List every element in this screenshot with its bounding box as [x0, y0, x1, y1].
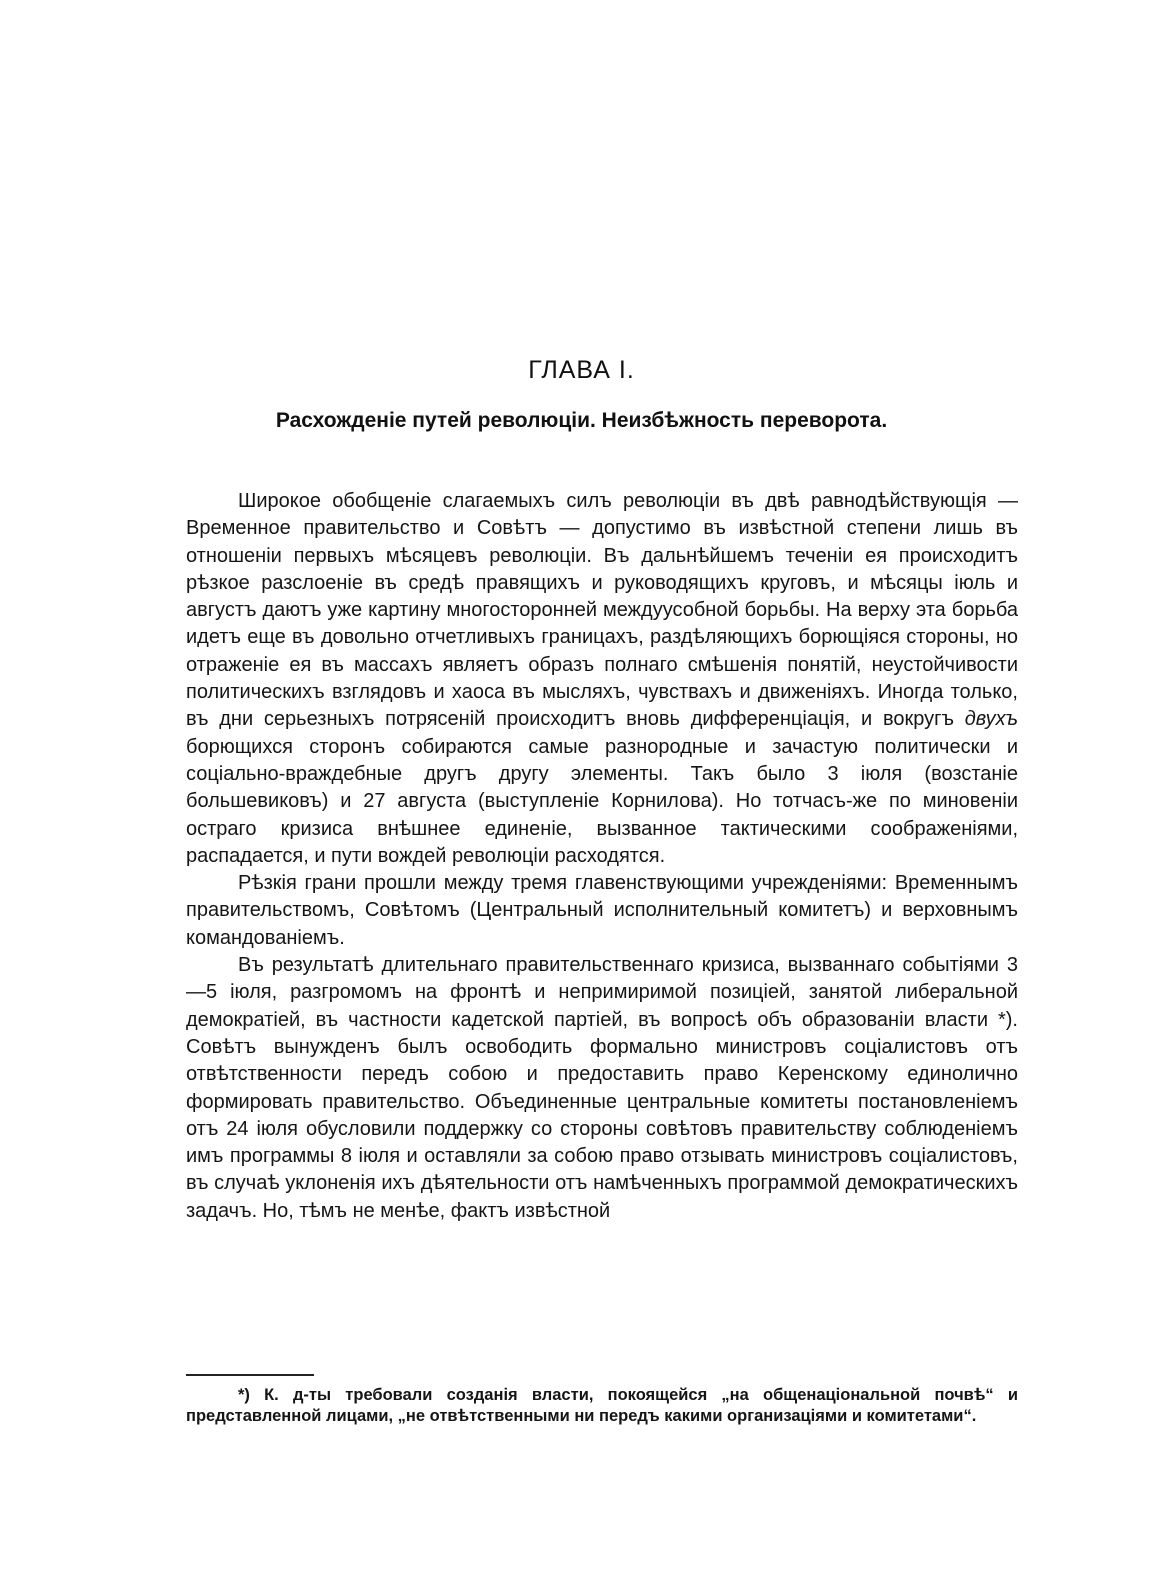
paragraph-1 — [186, 488, 1018, 870]
chapter-heading: ГЛАВА I. — [528, 356, 635, 384]
paragraph-3: Въ результатѣ длительнаго правительственнаго кризиса, вызваннаго событіями 3—5 іюля, разгромомъ на фронтѣ и непримиримой позиціей, занятой либеральной демократіей, въ частности кадетской партіей, въ вопросѣ объ образованіи власти *). Совѣтъ вынужденъ былъ освободить формально министровъ соціалистовъ отъ отвѣтственности передъ собою и предоставить право Керенскому единолично формировать правительство. Объединенные центральные комитеты постановленіемъ отъ 24 іюля обусловили поддержку со стороны совѣтовъ правительству соблюденіемъ имъ программы 8 іюля и оставляли за собою право отзывать министровъ соціалистовъ, въ случаѣ уклоненія ихъ дѣятельности отъ намѣченныхъ программой демократическихъ задачъ. Но, тѣмъ не менѣе, фактъ извѣстной — [186, 954, 1018, 1222]
paragraph-1-start: Широкое обобщеніе слагаемыхъ силъ революціи въ двѣ равнодѣйствующія — Временное правительство и Совѣтъ — допустимо въ извѣстной степени лишь въ отношеніи первыхъ мѣсяцевъ революціи. Въ дальнѣйшемъ теченіи ея происходитъ рѣзкое разслоеніе въ средѣ правящихъ и руководящихъ круговъ, и мѣсяцы іюль и августъ даютъ уже картину многосторонней междуусобной борьбы. На верху эта борьба идетъ еще въ довольно отчетливыхъ границахъ, раздѣляющихъ борющіяся стороны, но отраженіе ея въ массахъ являетъ образъ полнаго смѣшенія понятій, неустойчивости политическихъ взглядовъ и хаоса въ мысляхъ, чувствахъ и движеніяхъ. Иногда только, въ дни серьезныхъ потрясеній происходитъ вновь дифференціація, и вокругъ — [186, 490, 1018, 731]
paragraph-1-end: борющихся сторонъ собираются самые разнородные и зачастую политически и соціально-враждебные другъ другу элементы. Такъ было 3 іюля (возстаніе большевиковъ) и 27 августа (выступленіе Корнилова). Но тотчасъ-же по миновеніи остраго кризиса внѣшнее единеніе, вызванное тактическими соображеніями, распадается, и пути вождей революціи расходятся. — [186, 735, 1018, 867]
chapter-subtitle: Расхожденіе путей революціи. Неизбѣжность переворота. — [275, 409, 888, 432]
body-text — [186, 488, 1018, 1225]
paragraph-2: Рѣзкія грани прошли между тремя главенствующими учрежденіями: Временнымъ правительствомъ, Совѣтомъ (Центральный исполнительный комитетъ) и верховнымъ командованіемъ. — [186, 872, 1018, 949]
footnote-text: *) К. д-ты требовали созданія власти, покоящейся „на общенаціональной почвѣ“ и представленной лицами, „не отвѣтственными ни передъ какими организаціями и комитетами“. — [186, 1386, 1018, 1425]
paragraph-1-emphasis: двухъ — [964, 708, 1018, 731]
footnote — [186, 1385, 1018, 1427]
footnote-divider — [186, 1374, 314, 1376]
